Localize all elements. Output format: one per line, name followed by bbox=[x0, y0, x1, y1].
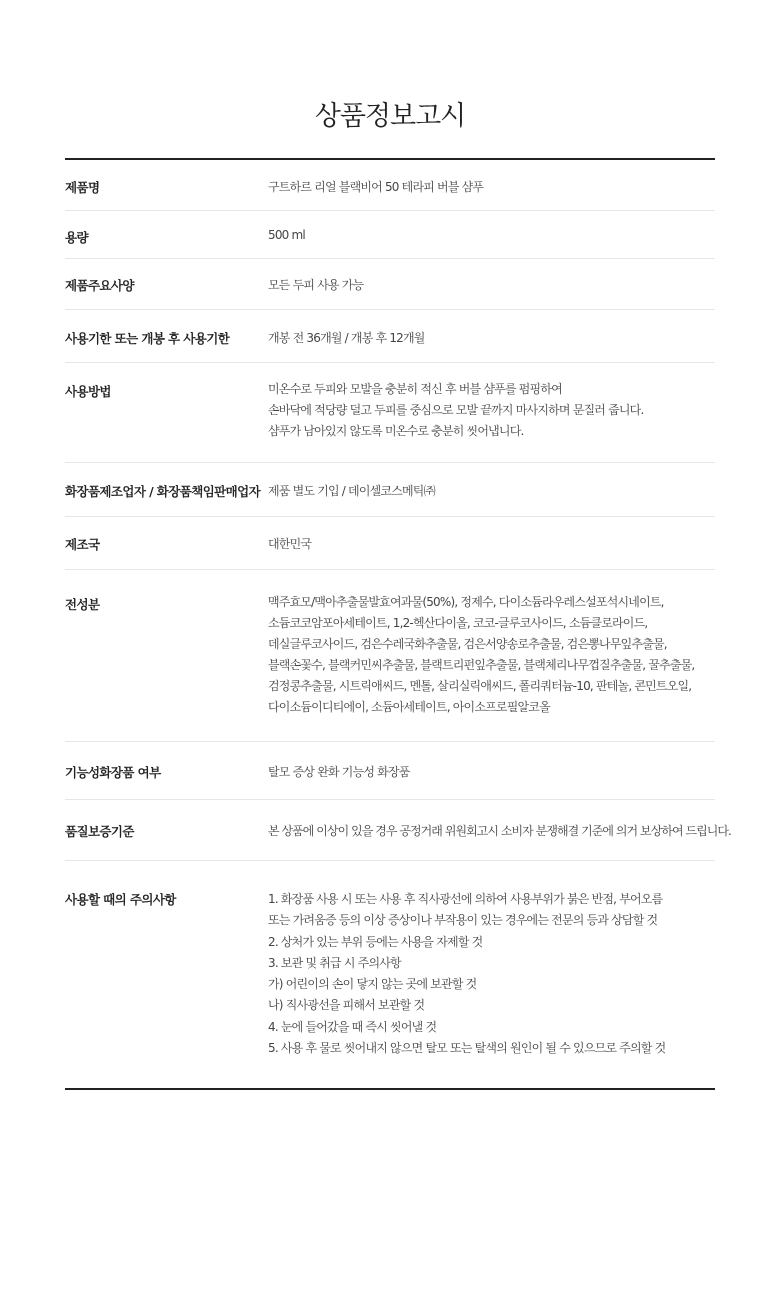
value-line: 소듐코코암포아세테이트, 1,2-헥산다이올, 코코-글루코사이드, 소듐클로라이드, bbox=[268, 616, 648, 630]
value-line: 나) 직사광선을 피해서 보관할 것 bbox=[268, 998, 425, 1013]
table-row-expiry bbox=[65, 310, 715, 363]
value-line: 손바닥에 적당량 덜고 두피를 중심으로 모발 끝까지 마사지하며 문질러 줍니다. bbox=[268, 403, 644, 417]
row-value: 개봉 전 36개월 / 개봉 후 12개월 bbox=[268, 331, 425, 345]
value-line: 다이소듐이디티에이, 소듐아세테이트, 아이소프로필알코올 bbox=[268, 700, 550, 714]
row-label: 전성분 bbox=[65, 597, 100, 612]
row-value: 대한민국 bbox=[268, 537, 312, 551]
value-line: 5. 사용 후 물로 씻어내지 않으면 탈모 또는 탈색의 원인이 될 수 있으므로 주의할 것 bbox=[268, 1041, 666, 1056]
row-value: 본 상품에 이상이 있을 경우 공정거래 위원회고시 소비자 분쟁해결 기준에 의거 보상하여 드립니다. bbox=[268, 824, 731, 838]
value-line: 또는 가려움증 등의 이상 증상이나 부작용이 있는 경우에는 전문의 등과 상담할 것 bbox=[268, 913, 658, 928]
table-row-origin bbox=[65, 517, 715, 570]
row-value: 500 ml bbox=[268, 228, 305, 242]
value-line: 검정콩추출물, 시트릭애씨드, 멘톨, 살리실릭애씨드, 폴리쿼터늄-10, 판테놀, 콘민트오일, bbox=[268, 679, 692, 693]
row-value: 모든 두피 사용 가능 bbox=[268, 278, 364, 292]
row-label: 제조국 bbox=[65, 537, 100, 552]
value-line: 샴푸가 남아있지 않도록 미온수로 충분히 씻어냅니다. bbox=[268, 424, 524, 438]
row-value-lines bbox=[268, 592, 694, 718]
table-bottom-rule bbox=[65, 1088, 715, 1090]
row-label: 용량 bbox=[65, 230, 88, 245]
row-value: 구트하르 리얼 블랙비어 50 테라피 버블 샴푸 bbox=[268, 180, 484, 194]
value-line: 4. 눈에 들어갔을 때 즉시 씻어낼 것 bbox=[268, 1019, 437, 1034]
row-label: 화장품제조업자 / 화장품책임판매업자 bbox=[65, 484, 261, 499]
row-value-lines bbox=[268, 889, 665, 1059]
row-label: 제품명 bbox=[65, 180, 100, 195]
row-value-lines bbox=[268, 379, 644, 442]
table-row-main-spec bbox=[65, 259, 715, 310]
table-row-quality bbox=[65, 800, 731, 861]
table-row-usage bbox=[65, 363, 715, 463]
table-row-cautions bbox=[65, 861, 715, 1087]
table-row-product-name bbox=[65, 160, 715, 211]
table-row-manufacturer bbox=[65, 463, 715, 517]
table-row-volume bbox=[65, 211, 715, 259]
value-line: 블랙손꽃수, 블랙커민씨추출물, 블랙트리펀잎추출물, 블랙체리나무껍질추출물, 꿀추출물, bbox=[268, 658, 695, 672]
value-line: 미온수로 두피와 모발을 충분히 적신 후 버블 샴푸를 펌핑하여 bbox=[268, 382, 562, 396]
value-line: 가) 어린이의 손이 닿지 않는 곳에 보관할 것 bbox=[268, 977, 477, 992]
row-value: 탈모 증상 완화 기능성 화장품 bbox=[268, 765, 410, 779]
row-label: 기능성화장품 여부 bbox=[65, 765, 161, 780]
row-label: 사용방법 bbox=[65, 384, 111, 399]
table-row-ingredients bbox=[65, 570, 715, 742]
value-line: 3. 보관 및 취급 시 주의사항 bbox=[268, 955, 401, 970]
value-line: 2. 상처가 있는 부위 등에는 사용을 자제할 것 bbox=[268, 934, 483, 949]
row-label: 사용할 때의 주의사항 bbox=[65, 892, 176, 907]
value-line: 데실글루코사이드, 검은수레국화추출물, 검은서양송로추출물, 검은뽕나무잎추출물, bbox=[268, 637, 667, 651]
row-label: 제품주요사양 bbox=[65, 278, 134, 293]
row-value: 제품 별도 기입 / 데이셀코스메틱㈜ bbox=[268, 484, 435, 498]
row-label: 사용기한 또는 개봉 후 사용기한 bbox=[65, 331, 230, 346]
value-line: 1. 화장품 사용 시 또는 사용 후 직사광선에 의하여 사용부위가 붉은 반점, 부어오름 bbox=[268, 892, 663, 906]
row-label: 품질보증기준 bbox=[65, 824, 134, 839]
table-row-functional bbox=[65, 742, 715, 800]
value-line: 맥주효모/맥아추출물발효여과물(50%), 정제수, 다이소듐라우레스설포석시네이트, bbox=[268, 595, 664, 609]
page-title: 상품정보고시 bbox=[314, 101, 466, 132]
